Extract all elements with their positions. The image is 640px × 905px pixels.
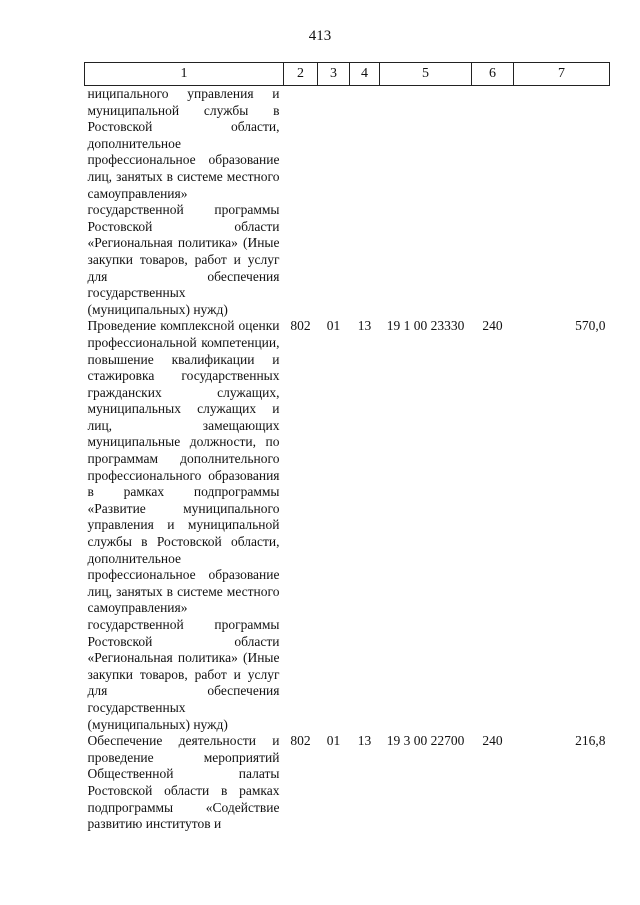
row-description: ниципального управления и муниципальной службы в Ростовской области, дополнительное профессиональное образование лиц, занятых в системе местного самоуправления» государственной программы Ростовской области «Региональная политика» (Иные закупки товаров, работ и услуг для обеспечения государственных (муниципальных) нужд) [87,86,280,317]
header-col-3: 3 [318,63,350,86]
row-ministry: 802 [290,733,311,749]
row-description: Проведение комплексной оценки профессиональной компетенции, повышение квалификации и стажировка государственных гражданских служащих, муниципальных служащих и лиц, замещающих муниципальные должности, по программам дополнительного профессионального образования в рамках подпрограммы «Развитие муниципального управления и муниципальной службы в Ростовской области, дополнительное профессиональное образование лиц, занятых в системе местного самоуправления» государственной программы Ростовской области «Региональная политика» (Иные закупки товаров, работ и услуг для обеспечения государственных (муниципальных) нужд) [87,318,280,732]
row-ministry [284,86,318,319]
row-amount: 570,0 [575,318,606,334]
row-expense-type: 240 [482,733,503,749]
table-header [85,63,610,86]
row-section: 01 [326,733,341,749]
row-expense-type: 240 [482,318,503,334]
row-section [318,86,350,319]
table-row [85,86,610,319]
header-col-1: 1 [85,63,284,86]
row-target-article: 19 3 00 22700 [386,733,465,749]
table-body [85,86,610,833]
table-row [85,318,610,733]
table-row [85,733,610,833]
row-target-article [380,86,472,319]
row-expense-type [472,86,514,319]
row-amount: 216,8 [575,733,606,749]
header-col-2: 2 [284,63,318,86]
budget-table [84,62,610,833]
row-section: 01 [326,318,341,334]
header-col-7: 7 [514,63,610,86]
header-col-5: 5 [380,63,472,86]
header-col-4: 4 [350,63,380,86]
row-subsection: 13 [357,733,372,749]
row-subsection: 13 [357,318,372,334]
row-ministry: 802 [290,318,311,334]
row-amount [514,86,610,319]
header-row [85,63,610,86]
header-col-6: 6 [472,63,514,86]
row-subsection [350,86,380,319]
row-description: Обеспечение деятельности и проведение мероприятий Общественной палаты Ростовской области в рамках подпрограммы «Содействие развитию институтов и [87,733,280,832]
row-target-article: 19 1 00 23330 [386,318,465,334]
page-number: 413 [308,28,332,44]
